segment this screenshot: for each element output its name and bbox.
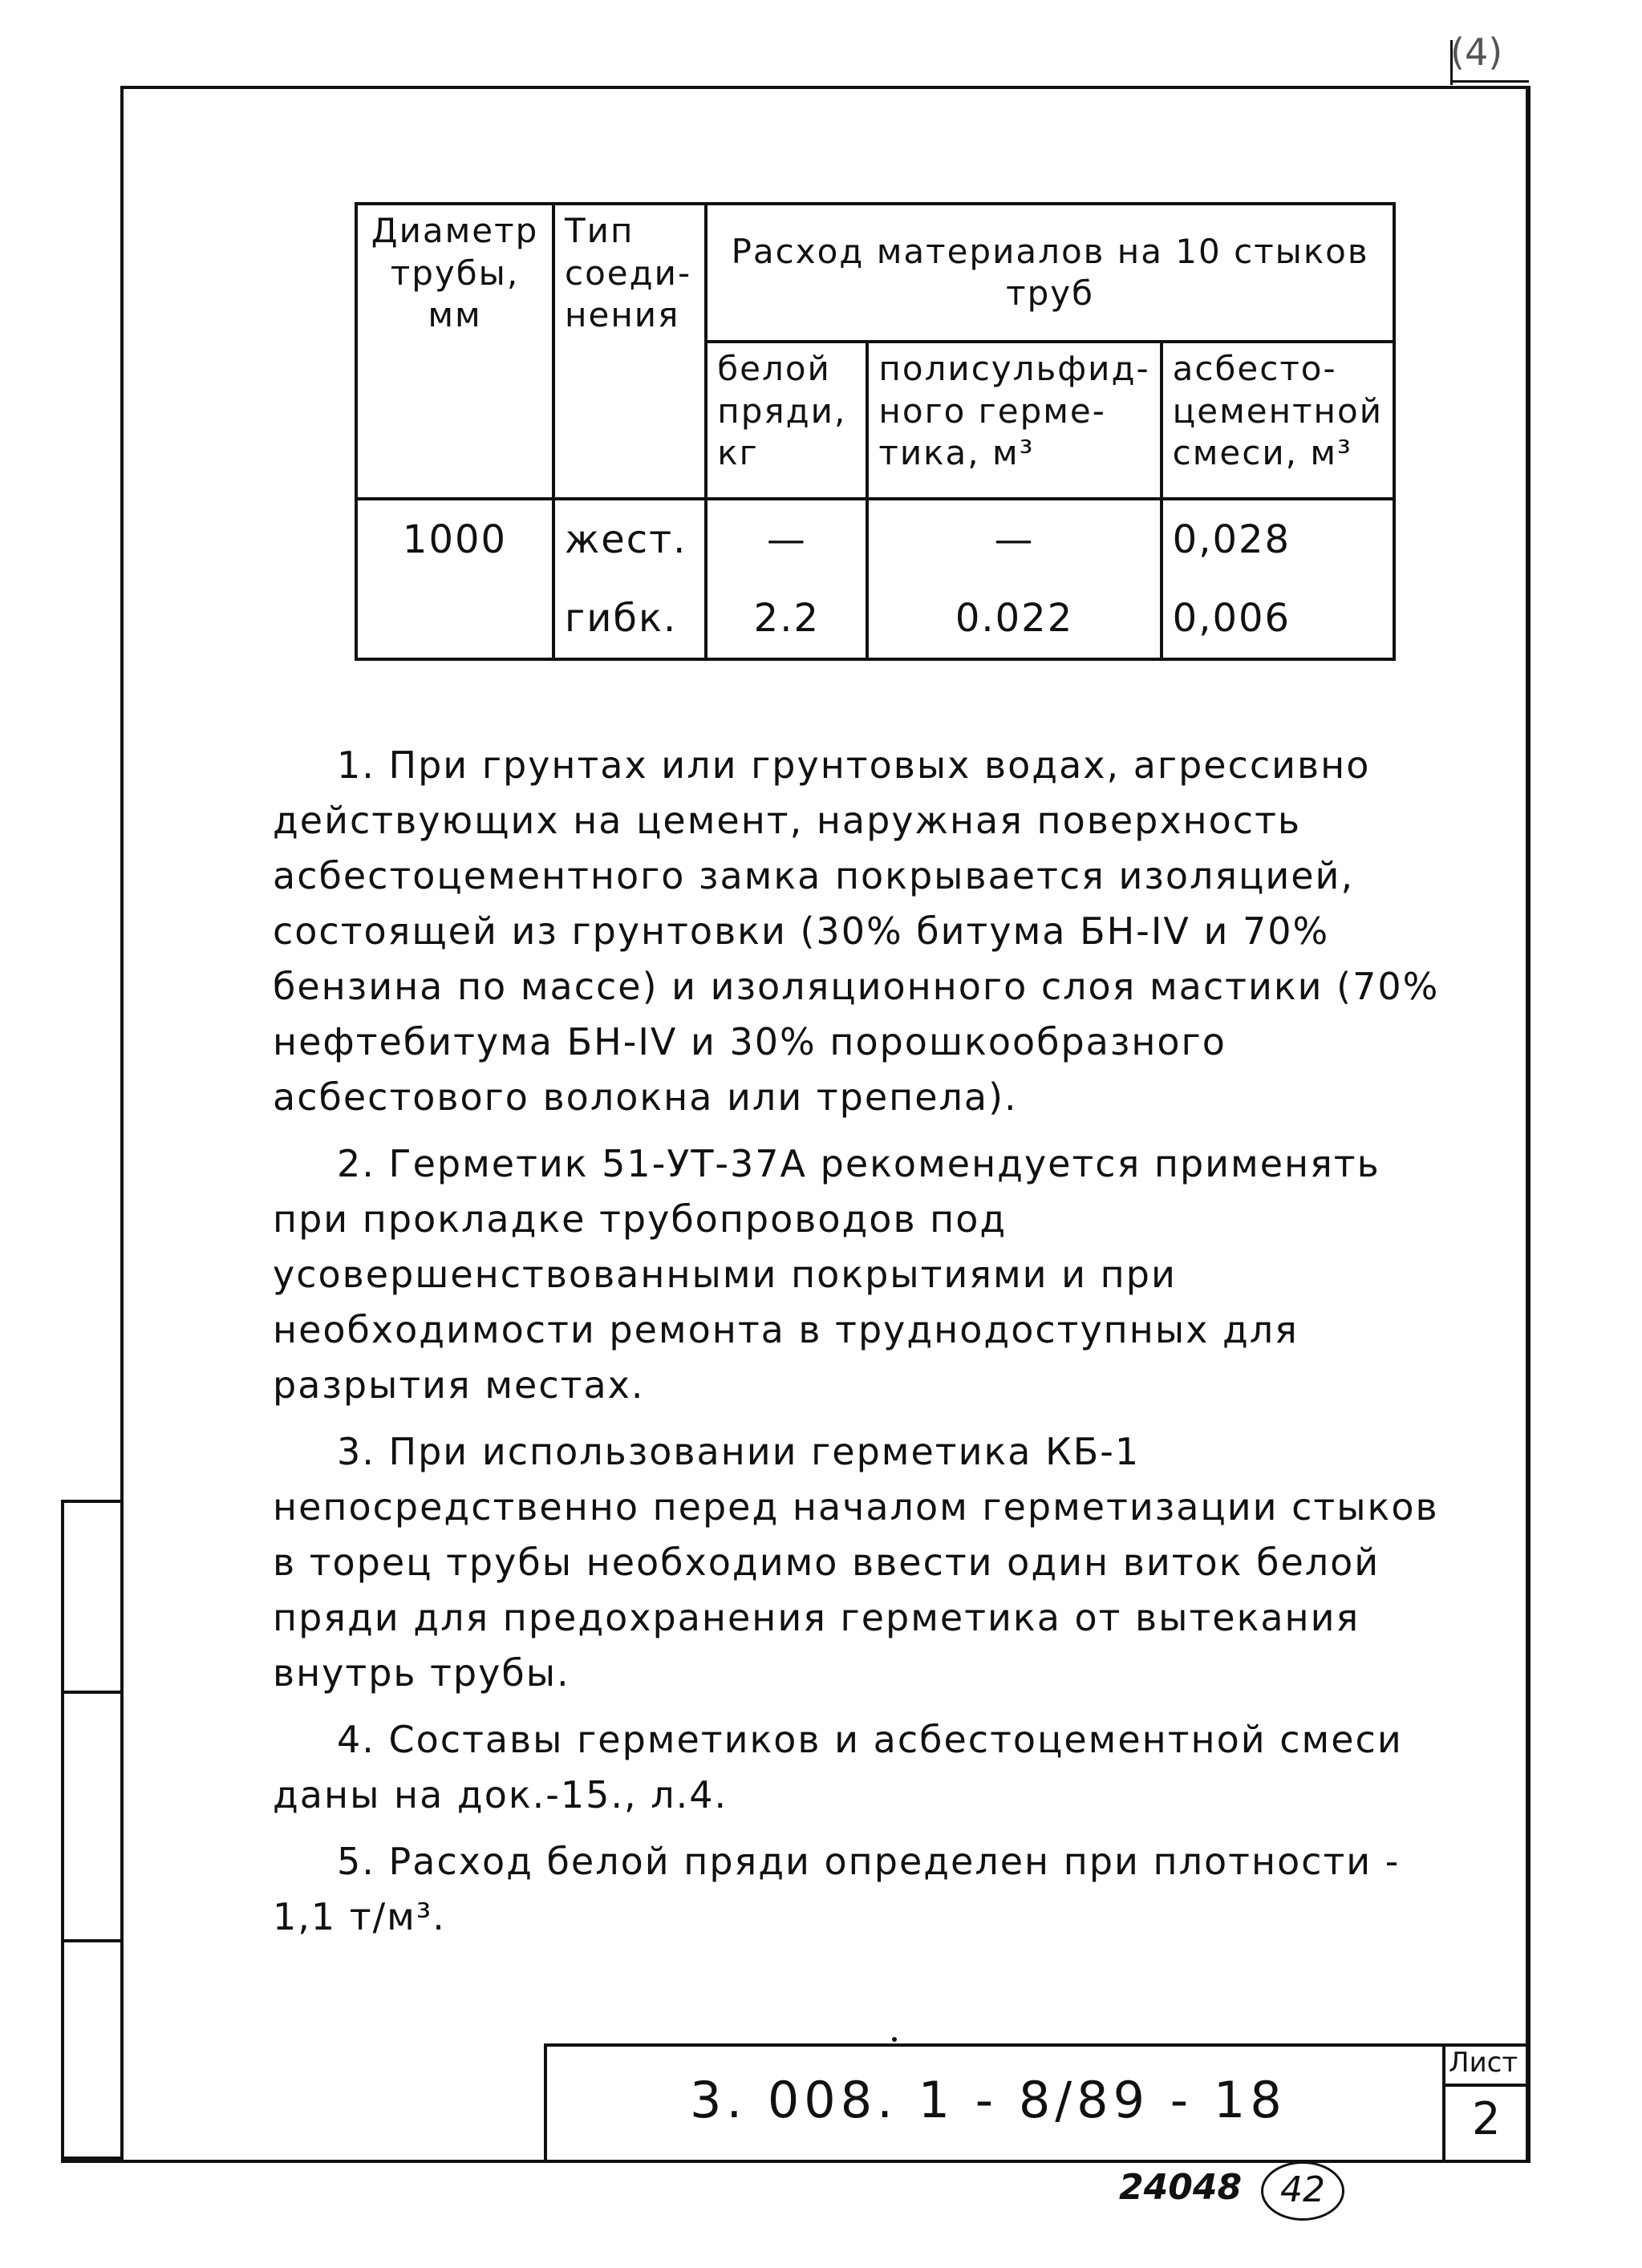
header-polysulfide: полисульфид-ного герме-тика, м³ bbox=[867, 342, 1161, 499]
header-diameter: Диаметр трубы, мм bbox=[356, 204, 553, 499]
table-row bbox=[356, 579, 1394, 659]
circled-number: 42 bbox=[1261, 2161, 1344, 2221]
cell-white-yarn: 2.2 bbox=[706, 579, 867, 659]
side-strip-divider bbox=[61, 1939, 120, 1942]
header-asbestos-cement: асбесто-цементной смеси, м³ bbox=[1162, 342, 1394, 499]
table-row bbox=[356, 499, 1394, 579]
side-strip-divider bbox=[61, 1691, 120, 1694]
cell-joint-type: жест. bbox=[553, 499, 706, 579]
notes-section bbox=[273, 738, 1460, 1956]
document-code: 3. 008. 1 - 8/89 - 18 bbox=[690, 2071, 1287, 2129]
note-1: 1. При грунтах или грунтовых водах, агрессивно действующих на цемент, наружная поверхность асбестоцементного замка покрывается изоляцией, состоящей из грунтовки (30% битума БН-IV и 70% бензина по массе) и изоляционного слоя мастики (70% нефтебитума БН-IV и 30% порошкообразного асбестового волокна или трепела). bbox=[273, 743, 1440, 1119]
cell-diameter bbox=[356, 579, 553, 659]
note-5: 5. Расход белой пряди определен при плотности - 1,1 т/м³. bbox=[273, 1840, 1401, 1938]
sheet-number: 2 bbox=[1472, 2093, 1501, 2145]
header-joint-type: Тип соеди-нения bbox=[553, 204, 706, 499]
cell-white-yarn: — bbox=[706, 499, 867, 579]
mark-dot bbox=[892, 2037, 897, 2042]
note-3: 3. При использовании герметика КБ-1 непосредственно перед началом герметизации стыков в торец трубы необходимо ввести один виток белой пряди для предохранения герметика от вытекания внутрь трубы. bbox=[273, 1430, 1439, 1695]
header-consumption: Расход материалов на 10 стыков труб bbox=[706, 204, 1394, 342]
cell-asbestos-cement: 0,028 bbox=[1162, 499, 1394, 579]
cell-asbestos-cement: 0,006 bbox=[1162, 579, 1394, 659]
inventory-number: 24048 bbox=[1119, 2167, 1243, 2208]
cell-polysulfide: — bbox=[867, 499, 1161, 579]
note-2: 2. Герметик 51-УТ-37А рекомендуется применять при прокладке трубопроводов под усовершенствованными покрытиями и при необходимости ремонта в труднодоступных для разрытия местах. bbox=[273, 1142, 1380, 1407]
cell-joint-type: гибк. bbox=[553, 579, 706, 659]
header-white-yarn: белой пряди, кг bbox=[706, 342, 867, 499]
corner-divider-line bbox=[1452, 80, 1529, 83]
sheet-label: Лист bbox=[1449, 2047, 1518, 2079]
materials-table bbox=[355, 202, 1396, 661]
corner-mark: (4) bbox=[1450, 30, 1503, 74]
cell-diameter: 1000 bbox=[356, 499, 553, 579]
sheet-box-divider bbox=[1442, 2084, 1531, 2087]
side-stamp-strip bbox=[61, 1500, 120, 2160]
note-4: 4. Составы герметиков и асбестоцементной смеси даны на док.-15., л.4. bbox=[273, 1718, 1403, 1816]
cell-polysulfide: 0.022 bbox=[867, 579, 1161, 659]
